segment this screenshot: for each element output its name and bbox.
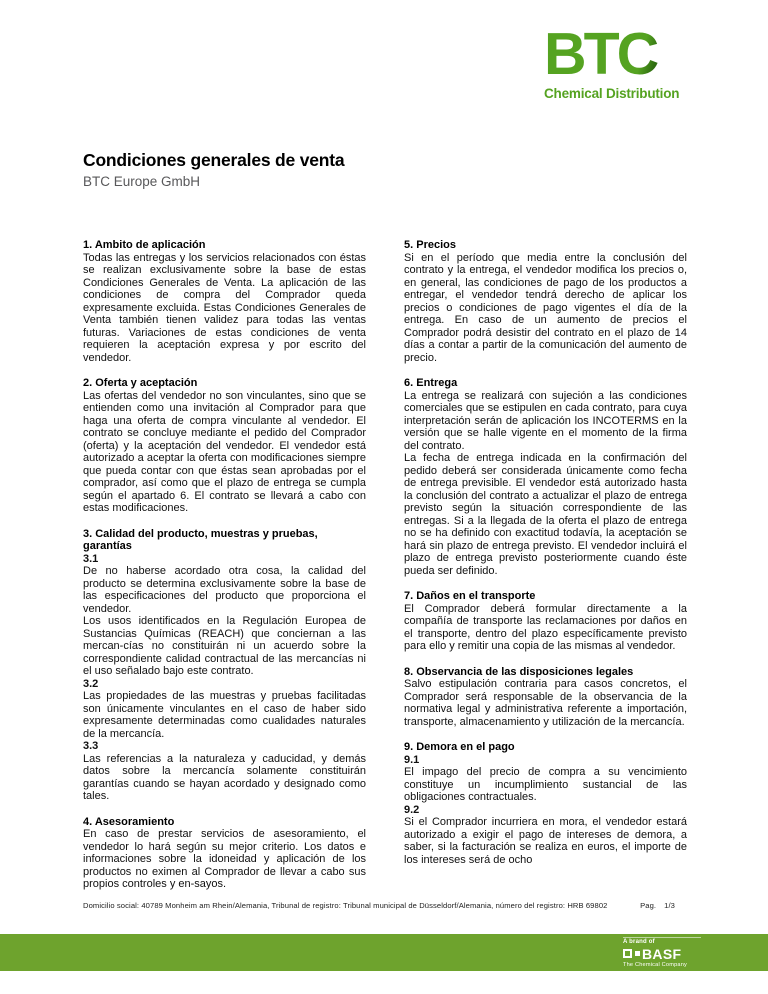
paragraph: El Comprador deberá formular directamente a la compañía de transporte las reclamaciones por daños en el transporte, dentro del plazo específicamente previsto para ello y remitir una copia de las mismas al vendedor. [404, 602, 687, 652]
section-heading: 6. Entrega [404, 377, 458, 389]
paragraph: Los usos identificados en la Regulación Europea de Sustancias Químicas (REACH) que conciernan a las mercan-cías no constituirán ni un acuerdo sobre la correspondiente calidad contractual de las mercancías ni el uso señalado bajo este contrato. [83, 615, 366, 677]
document-body [83, 239, 687, 904]
basf-hollow-square-icon [623, 949, 632, 958]
paragraph: En caso de prestar servicios de asesoramiento, el vendedor lo hará según su mejor criterio. Los datos e informaciones sobre la idoneidad y aplicación de los productos no eximen al Comprador de llevar a cabo sus propios controles y en-sayos. [83, 828, 366, 890]
brand-bar [0, 934, 768, 971]
page-number-label: Pag. [640, 901, 657, 910]
btc-logo [544, 21, 689, 101]
document-section [83, 528, 366, 803]
paragraph: Las referencias a la naturaleza y caducidad, y demás datos sobre la mercancía solamente constituirán garantías cuando se hayan acordado y designado como tales. [83, 752, 366, 802]
section-heading: 7. Daños en el transporte [404, 590, 536, 602]
section-heading: 2. Oferta y aceptación [83, 377, 198, 389]
paragraph: La entrega se realizará con sujeción a las condiciones comerciales que se estipulen en cada contrato, para cuya interpretación serán de aplicación los INCOTERMS en la versión que se halle vigente en el momento de la firma del contrato. [404, 389, 687, 452]
document-section [404, 239, 687, 364]
btc-logo-tagline: Chemical Distribution [544, 86, 680, 101]
section-heading: 3. Calidad del producto, muestras y pruebas, garantías [83, 527, 318, 552]
document-section [404, 590, 687, 653]
section-heading: 1. Ambito de aplicación [83, 239, 206, 251]
basf-wordmark [623, 947, 701, 961]
subsection-number: 3.3 [83, 740, 99, 752]
section-heading: 8. Observancia de las disposiciones legales [404, 665, 634, 678]
basf-brand-name: BASF [642, 945, 682, 962]
document-section [404, 666, 687, 729]
page-footer [83, 901, 675, 910]
paragraph: El impago del precio de compra a su vencimiento constituye un incumplimiento sustancial de las obligaciones contractuales. [404, 766, 687, 803]
subsection-number: 3.2 [83, 677, 99, 690]
paragraph: La fecha de entrega indicada en la confirmación del pedido deberá ser considerada únicamente como fecha de entrega previsible. El vendedor está autorizado hasta la conclusión del contrato a actualizar el plazo de entrega previsto según la situación correspondiente de las entregas. Si a la llegada de la oferta el plazo de entrega no se ha definido con exactitud todavía, la aceptación se hará sin plazo de entrega previsto. El vendedor incluirá el plazo de entrega previsto posteriormente cuando éste pueda ser definido. [404, 452, 687, 577]
basf-solid-square-icon [635, 951, 640, 956]
subsection-number: 9.2 [404, 803, 420, 816]
subsection-number: 3.1 [83, 552, 99, 565]
document-section [404, 741, 687, 866]
paragraph: Si el Comprador incurriera en mora, el vendedor estará autorizado a exigir el pago de intereses de demora, a saber, si la facturación se realiza en euros, el importe de los intereses será de ocho [404, 816, 687, 866]
document-section [83, 377, 366, 515]
document-section [404, 377, 687, 577]
page-number [640, 901, 675, 910]
section-heading: 9. Demora en el pago [404, 741, 515, 753]
basf-logo [623, 937, 701, 968]
page-subtitle: BTC Europe GmbH [83, 174, 201, 189]
btc-logo-wordmark: BTC [544, 26, 689, 82]
paragraph: Todas las entregas y los servicios relacionados con éstas se realizan exclusivamente sobre la base de estas Condiciones Generales de Venta. La aplicación de las condiciones de compra del Comprador queda expresamente excluida. Estas Condiciones Generales de Venta también tienen validez para todas las ventas futuras. Variaciones de estas condiciones de venta requieren la aceptación expresa y por escrito del vendedor. [83, 251, 366, 364]
basf-brand-of-label: A brand of [623, 937, 701, 945]
paragraph: Salvo estipulación contraria para casos concretos, el Comprador será responsable de la observancia de la normativa legal y administrativa referente a importación, transporte, almacenamiento y utilización de la mercancía. [404, 678, 687, 728]
document-section [83, 239, 366, 364]
document-header [83, 150, 344, 189]
paragraph: Las ofertas del vendedor no son vinculantes, sino que se entienden como una invitación al Comprador para que haga una oferta de compra vinculante al vendedor. El contrato se concluye mediante el pedido del Comprador (oferta) y la aceptación del vendedor. El vendedor está autorizado a aceptar la oferta con modificaciones siempre que pueda contar con que éstas sean aprobadas por el comprador, así como que el plazo de entrega se cumpla según el apartado 6. El contrato se llevará a cabo con estas modificaciones. [83, 389, 366, 514]
page-title: Condiciones generales de venta [83, 150, 345, 170]
basf-tagline: The Chemical Company [623, 961, 688, 968]
document-section [83, 816, 366, 891]
left-column [83, 239, 366, 904]
paragraph: Las propiedades de las muestras y pruebas facilitadas son únicamente vinculantes en el caso de haber sido expresamente determinadas como cualidades naturales de la mercancía. [83, 690, 366, 740]
section-heading: 4. Asesoramiento [83, 815, 175, 828]
right-column [404, 239, 687, 904]
paragraph: Si en el período que media entre la conclusión del contrato y la entrega, el vendedor modifica los precios o, en general, las condiciones de pago de los productos a entregar, el vendedor tendrá derecho de aplicar los precios o condiciones de pago vigentes el día de la entrega. En caso de un aumento de precios el Comprador podrá desistir del contrato en el plazo de 14 días a contar a partir de la comunicación del aumento de precio. [404, 251, 687, 364]
footer-legal-text: Domicilio social: 40789 Monheim am Rhein/Alemania, Tribunal de registro: Tribunal municipal de Düsseldorf/Alemania, número del registro: HRB 69802 [83, 901, 608, 910]
page-number-value: 1/3 [664, 901, 675, 910]
subsection-number: 9.1 [404, 753, 420, 766]
paragraph: De no haberse acordado otra cosa, la calidad del producto se determina exclusivamente sobre la base de las especificaciones del producto que proporciona el vendedor. [83, 565, 366, 615]
section-heading: 5. Precios [404, 239, 456, 251]
